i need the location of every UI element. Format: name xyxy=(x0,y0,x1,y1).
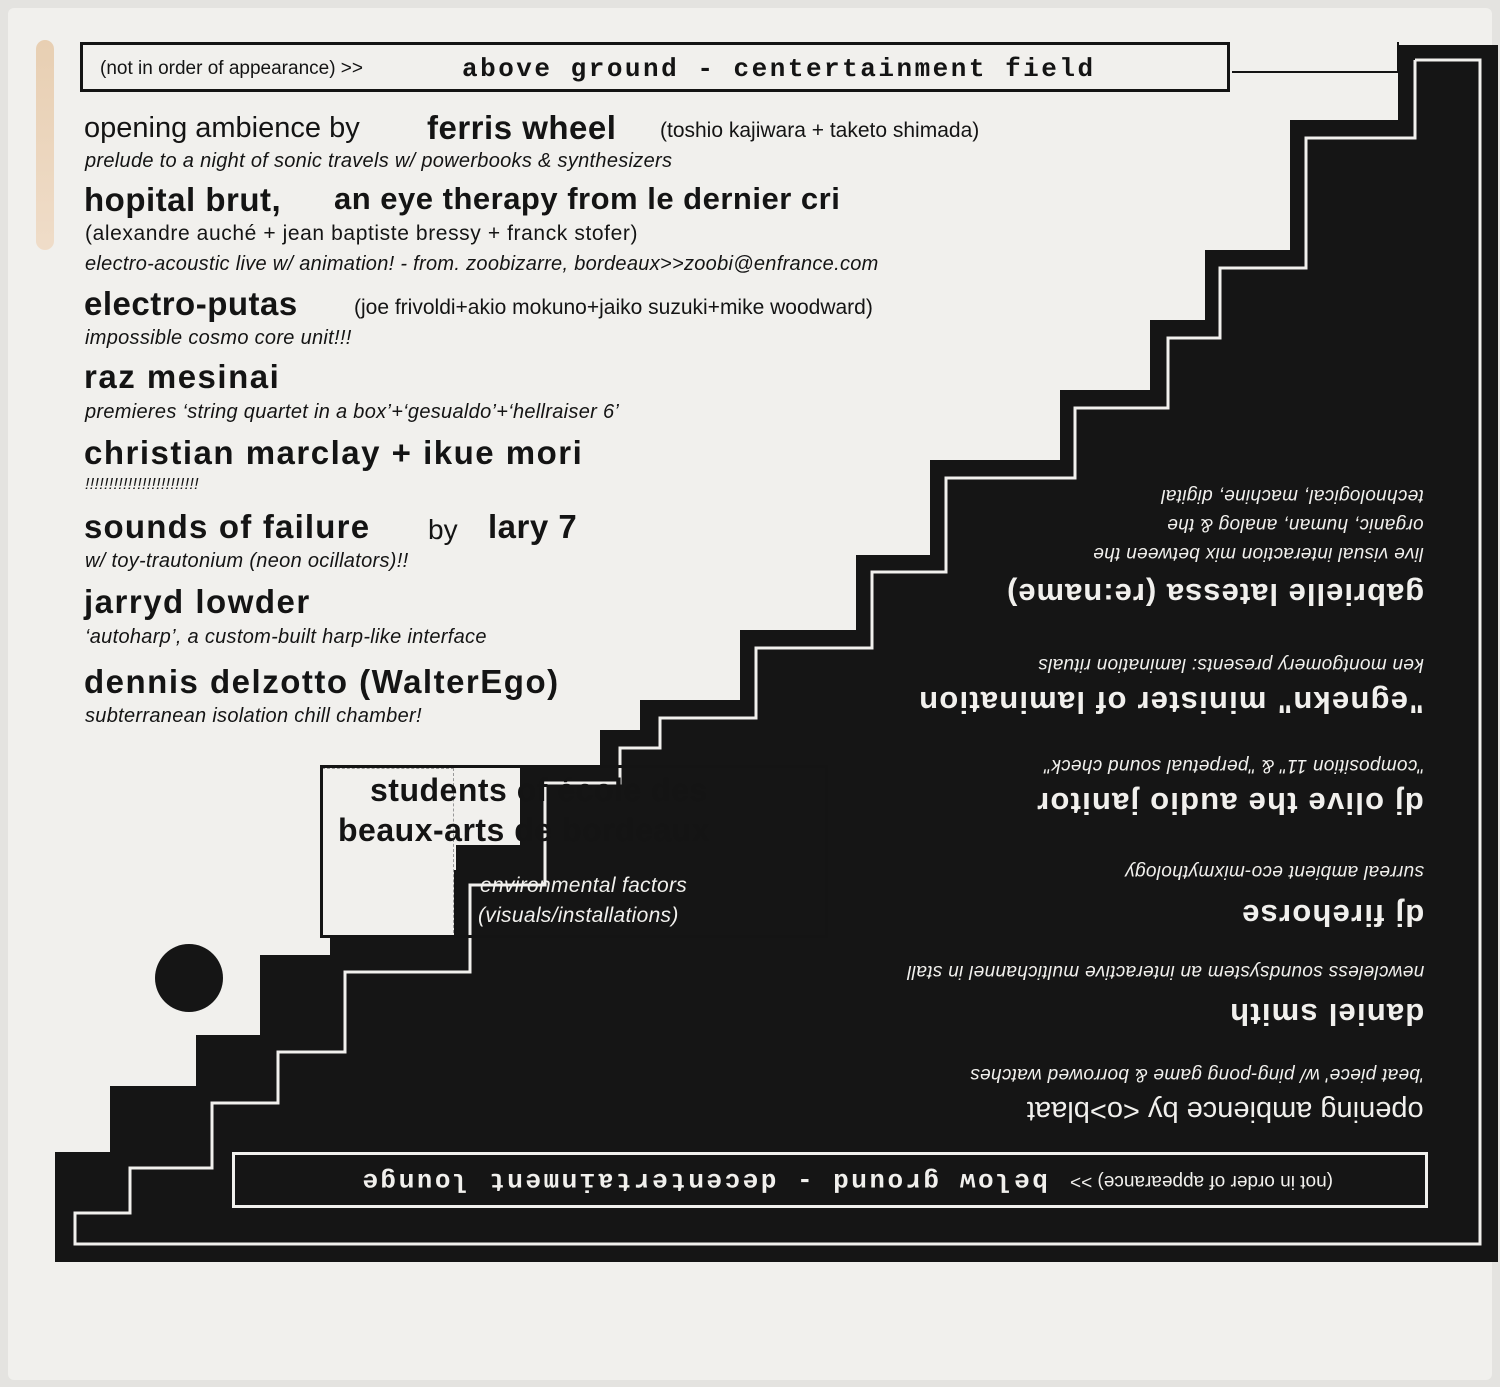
hopital-members: (alexandre auché + jean baptiste bressy + franck stofer) xyxy=(85,222,639,245)
electroputas-members: (joe frivoldi+akio mokuno+jaiko suzuki+mike woodward) xyxy=(354,296,873,319)
blaat-desc: 'beat piece' w/ ping-pong game & borrowed watches xyxy=(970,1064,1424,1085)
failure-desc: w/ toy-trautonium (neon ocillators)!! xyxy=(85,550,409,572)
below-ground-title: below ground - decentertainment lounge xyxy=(360,1166,1048,1196)
egnekn-name: "egnekn" minister of lamination xyxy=(918,685,1424,720)
above-ground-title: above ground - centertainment field xyxy=(462,54,1096,84)
electroputas-desc: impossible cosmo core unit!!! xyxy=(85,327,352,349)
lowder-name: jarryd lowder xyxy=(84,583,311,620)
lowder-desc: ‘autoharp’, a custom-built harp-like interface xyxy=(85,626,487,648)
egnekn-desc: ken montgomery presents: lamination rituals xyxy=(1038,654,1424,675)
ecole-sub1: environmental factors xyxy=(480,874,688,897)
delzotto-desc: subterranean isolation chill chamber! xyxy=(85,705,422,727)
failure-by: by xyxy=(428,514,458,545)
marclay-name: christian marclay + ikue mori xyxy=(84,434,584,471)
latessa-desc2: organic, human, analog & the xyxy=(1167,514,1424,535)
staircase-outline-outer xyxy=(1232,42,1398,72)
latessa-desc3: technological, machine, digital xyxy=(1161,485,1424,506)
latessa-desc1: live visual interaction mix between the xyxy=(1093,543,1424,564)
raz-name: raz mesinai xyxy=(84,358,281,395)
latessa-name: gabrielle latessa (re:name) xyxy=(1005,577,1424,612)
firehorse-desc: surreal ambient eco-mixmythology xyxy=(1125,861,1424,882)
marclay-desc: !!!!!!!!!!!!!!!!!!!!!!!! xyxy=(85,476,199,493)
smith-name: daniel smith xyxy=(1228,997,1424,1032)
olive-name: dj olive the audio janitor xyxy=(1036,786,1424,821)
ferris-name: ferris wheel xyxy=(427,109,617,146)
ecole-sub2: (visuals/installations) xyxy=(478,904,679,927)
ferris-prefix: opening ambience by xyxy=(84,112,360,144)
above-ground-note: (not in order of appearance) >> xyxy=(100,58,364,79)
below-ground-note: (not in order of appearance) >> xyxy=(1070,1171,1334,1192)
raz-desc: premieres ‘string quartet in a box’+‘gesualdo’+‘hellraiser 6’ xyxy=(85,401,620,423)
paper-stain xyxy=(36,40,54,250)
ecole-line2: beaux-arts de bordeaux xyxy=(338,812,710,848)
black-dot xyxy=(155,944,223,1012)
ecole-line1: students of école des xyxy=(370,772,708,808)
ferris-desc: prelude to a night of sonic travels w/ powerbooks & synthesizers xyxy=(85,150,673,172)
hopital-desc: electro-acoustic live w/ animation! - from. zoobizarre, bordeaux>>zoobi@enfrance.com xyxy=(85,253,879,275)
firehorse-name: dj firehorse xyxy=(1240,898,1424,933)
smith-desc: newcleless soundsystem an interactive multichannel in stall xyxy=(906,961,1424,982)
blaat-name: opening ambience by <o>blaat xyxy=(1027,1095,1424,1127)
hopital-name: hopital brut, xyxy=(84,181,282,218)
olive-desc: "composition 11" & "perpetual sound check" xyxy=(1043,755,1424,776)
ferris-members: (toshio kajiwara + taketo shimada) xyxy=(660,119,980,142)
delzotto-name: dennis delzotto (WalterEgo) xyxy=(84,663,560,700)
electroputas-name: electro-putas xyxy=(84,285,298,322)
failure-lary: lary 7 xyxy=(488,508,578,545)
hopital-rest: an eye therapy from le dernier cri xyxy=(334,181,841,216)
failure-name: sounds of failure xyxy=(84,508,371,545)
